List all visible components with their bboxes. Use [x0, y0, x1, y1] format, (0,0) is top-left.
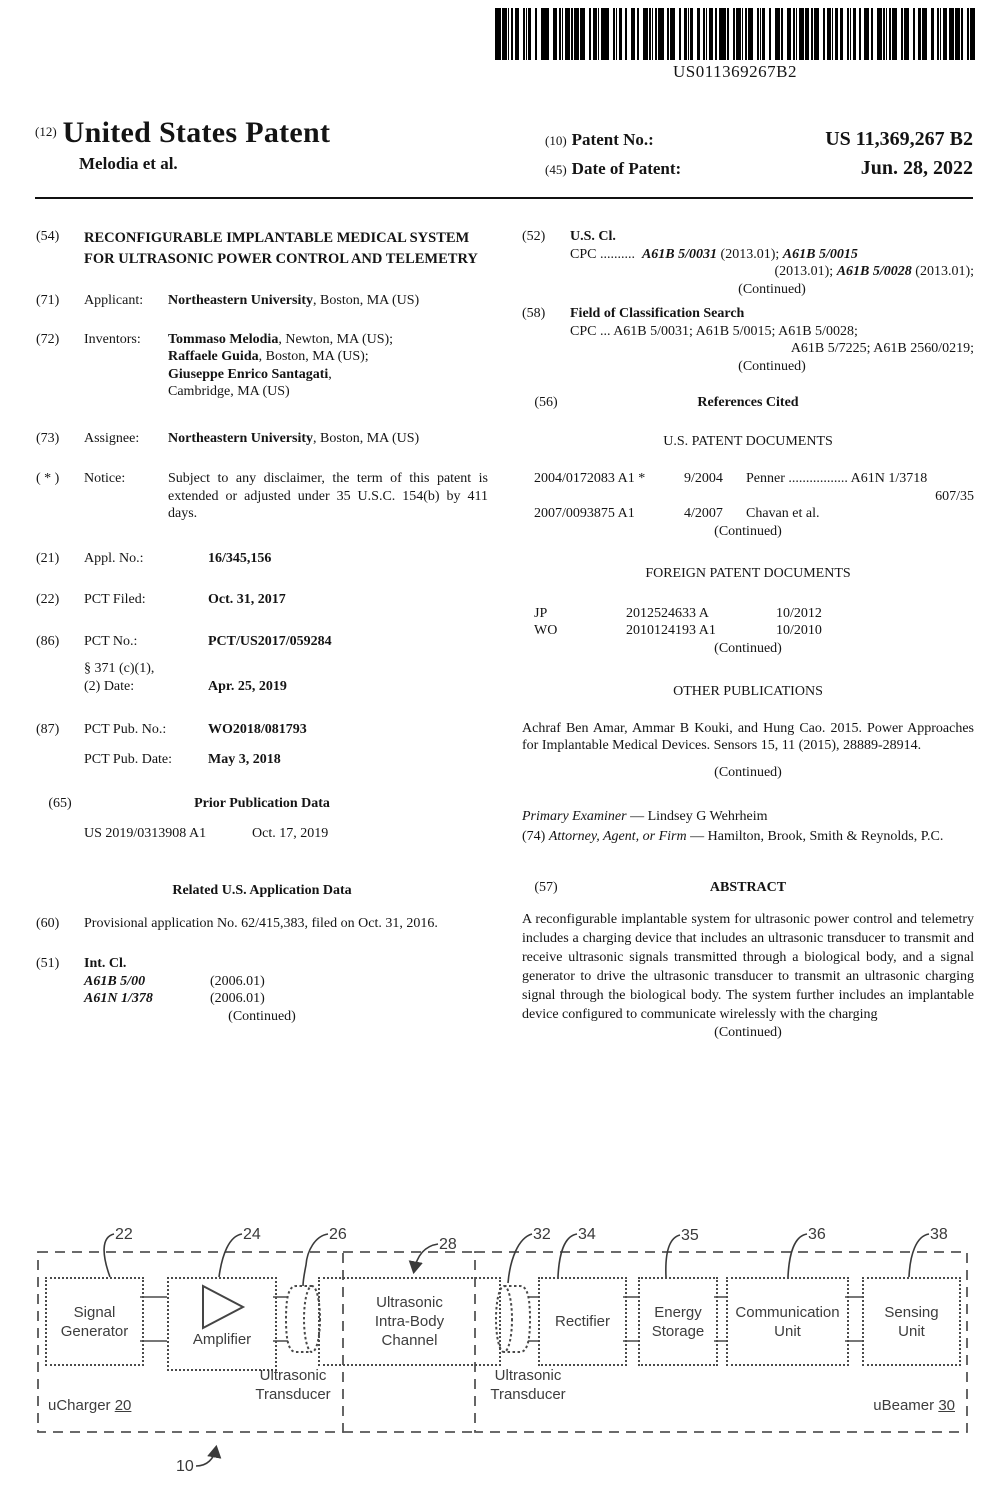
ultrasonic-transducer-icon	[286, 1286, 320, 1352]
patent-doc-name: Penner	[746, 471, 785, 486]
field-code: (21)	[36, 550, 60, 566]
field-51-int-cl	[36, 955, 488, 1025]
ref-22: 22	[115, 1226, 133, 1243]
notice-text: Subject to any disclaimer, the term of this patent is extended or adjusted under 35 U.S.C. 154(b) by 411 days.	[168, 471, 488, 521]
ref-28: 28	[439, 1236, 457, 1253]
field-of-search-label: Field of Classification Search	[570, 306, 745, 321]
patent-doc-name: Chavan et al.	[746, 506, 820, 521]
ref-24: 24	[243, 1226, 261, 1243]
search-cpc-line-1: CPC ... A61B 5/0031; A61B 5/0015; A61B 5/0028;	[570, 323, 858, 339]
search-cpc-line-2: A61B 5/7225; A61B 2560/0219;	[790, 341, 974, 356]
applicant-name: Northeastern University	[168, 293, 314, 308]
cpc-line-1	[570, 246, 974, 264]
pct-pub-no-value: WO2018/081793	[208, 722, 307, 737]
field-code: (60)	[36, 915, 60, 931]
sensing-unit-box: Sensing Unit	[862, 1277, 961, 1366]
field-code: (22)	[36, 592, 60, 607]
patent-doc-name-class	[746, 470, 974, 488]
cpc-date: (2013.01);	[915, 264, 974, 279]
continued-note: (Continued)	[714, 523, 782, 539]
continued-note: (Continued)	[738, 358, 806, 374]
inventor-3	[168, 366, 488, 384]
primary-examiner-label: Primary Examiner	[522, 809, 627, 824]
ref-36: 36	[808, 1226, 826, 1243]
inventor-1	[168, 331, 488, 349]
field-code: (56)	[534, 395, 558, 410]
sec-371-line: § 371 (c)(1),	[84, 661, 155, 676]
inventor-location: , Boston, MA (US);	[258, 349, 369, 364]
references-cited-heading: References Cited	[697, 395, 799, 410]
applicant-label: Applicant:	[84, 293, 144, 308]
ref-34: 34	[578, 1226, 596, 1243]
int-cl-date-1: (2006.01)	[210, 973, 265, 989]
field-code: (71)	[36, 293, 60, 308]
field-65-prior-pub	[36, 795, 488, 842]
header-right	[545, 128, 973, 186]
patent-doc-class: A61N 1/3718	[850, 471, 928, 486]
foreign-patent-documents-heading: FOREIGN PATENT DOCUMENTS	[645, 566, 851, 581]
field-57-abstract	[522, 879, 974, 1041]
continued-note: (Continued)	[714, 764, 782, 780]
cpc-line-2	[570, 263, 974, 281]
ultrasonic-transducer-icon	[496, 1286, 530, 1352]
field-code: (52)	[522, 229, 546, 244]
int-cl-code-1: A61B 5/00	[84, 973, 146, 989]
kind-code-12: (12)	[35, 124, 57, 139]
inventor-name: Raffaele Guida	[168, 349, 259, 364]
intra-body-channel-box: Ultrasonic Intra-Body Channel	[318, 1277, 501, 1366]
pct-filed-value: Oct. 31, 2017	[208, 592, 286, 607]
pct-pub-date-value: May 3, 2018	[208, 751, 281, 767]
cpc-code: A61B 5/0028	[836, 264, 912, 279]
field-code: (57)	[534, 880, 558, 895]
abstract-text: A reconfigurable implantable system for ultrasonic power control and telemetry includes a charging device that includes an ultrasonic transducer to transmit and receive ultrasonic signals transmitted through a biological body, and a signal generator to drive the ultrasonic transducer to transmit an ultrasonic charging signal through the biological body. The system further includes an implantable device configured to communicate wirelessly with the charging	[522, 911, 974, 1022]
field-58-field-of-search	[522, 305, 974, 375]
header-rule	[35, 197, 973, 199]
applicant-location: , Boston, MA (US)	[313, 293, 420, 308]
field-73-assignee	[36, 430, 488, 448]
inventor-name: Tommaso Melodia	[168, 331, 279, 347]
field-72-inventors	[36, 331, 488, 401]
invention-title: RECONFIGURABLE IMPLANTABLE MEDICAL SYSTEM FOR ULTRASONIC POWER CONTROL AND TELEMETRY	[84, 230, 478, 267]
code-10: (10)	[545, 133, 567, 148]
ucharger-ref-num: 20	[114, 1397, 132, 1414]
country-code: WO	[534, 623, 558, 638]
date-of-patent: Jun. 28, 2022	[860, 157, 973, 179]
field-code: (65)	[48, 796, 72, 811]
assignee-label: Assignee:	[84, 430, 140, 446]
assignee-location: , Boston, MA (US)	[313, 430, 420, 446]
ref-10: 10	[176, 1458, 194, 1475]
provisional-text: Provisional application No. 62/415,383, filed on Oct. 31, 2016.	[84, 915, 438, 931]
patent-number: US 11,369,267 B2	[825, 128, 973, 150]
field-21-appl-no	[36, 550, 488, 568]
leader-dots: .................	[788, 471, 848, 486]
continued-note: (Continued)	[228, 1008, 296, 1024]
us-patent-row	[522, 505, 974, 523]
figure-1-block-diagram	[0, 1225, 1000, 1500]
field-60-provisional	[36, 915, 488, 933]
attorney-label: Attorney, Agent, or Firm	[548, 828, 687, 844]
field-22-pct-filed	[36, 591, 488, 609]
primary-examiner-name: — Lindsey G Wehrheim	[626, 809, 768, 824]
field-71-applicant	[36, 292, 488, 310]
field-code: (51)	[36, 956, 60, 971]
prior-pub-number: US 2019/0313908 A1	[84, 825, 207, 841]
header-left	[35, 116, 330, 174]
pct-filed-label: PCT Filed:	[84, 592, 146, 607]
transducer-label-left: Ultrasonic Transducer	[255, 1367, 331, 1403]
page-title: United States Patent	[62, 116, 331, 149]
other-publication-text: Achraf Ben Amar, Ammar B Kouki, and Hung Cao. 2015. Power Approaches for Implantable Medical Devices. Sensors 15, 11 (2015), 28889-28914.	[522, 720, 974, 753]
us-patent-row	[522, 470, 974, 488]
field-code: (72)	[36, 331, 60, 347]
cpc-code: A61B 5/0015	[782, 246, 858, 262]
continued-note: (Continued)	[738, 281, 806, 297]
country-code: JP	[534, 605, 548, 621]
field-56-references	[522, 394, 974, 781]
ucharger-label	[48, 1397, 131, 1414]
barcode-block	[495, 8, 975, 82]
patent-doc-class-2: 607/35	[935, 488, 974, 504]
date-of-patent-label: Date of Patent:	[571, 159, 682, 178]
attorney-line	[522, 828, 974, 846]
int-cl-date-2: (2006.01)	[210, 991, 265, 1006]
inventor-2	[168, 348, 488, 366]
ucharger-name: uCharger	[48, 1397, 111, 1414]
field-52-us-cl	[522, 228, 974, 298]
field-code: (86)	[36, 633, 60, 649]
cpc-date: (2013.01);	[774, 264, 834, 279]
assignee-name: Northeastern University	[168, 430, 314, 446]
prior-pub-heading: Prior Publication Data	[194, 796, 330, 811]
foreign-patent-row	[522, 622, 974, 640]
code-45: (45)	[545, 162, 567, 177]
int-cl-label: Int. Cl.	[84, 956, 127, 971]
abstract-heading: ABSTRACT	[709, 880, 787, 895]
other-publications-heading: OTHER PUBLICATIONS	[673, 684, 823, 699]
foreign-doc-date: 10/2012	[776, 605, 822, 621]
patent-doc-number: 2007/0093875 A1	[534, 506, 635, 521]
energy-storage-box: Energy Storage	[638, 1277, 718, 1366]
cpc-date: (2013.01);	[720, 246, 780, 262]
field-86-pct-no	[36, 633, 488, 696]
ref-32: 32	[533, 1226, 551, 1243]
amplifier-triangle-icon	[197, 1284, 247, 1330]
notice-label: Notice:	[84, 471, 126, 486]
ref-26: 26	[329, 1226, 347, 1243]
inventor-comma: ,	[328, 366, 332, 382]
patent-no-label: Patent No.:	[571, 130, 654, 149]
field-code: (54)	[36, 229, 60, 244]
foreign-doc-number: 2010124193 A1	[626, 623, 716, 638]
foreign-patent-row	[522, 605, 974, 623]
right-column	[522, 228, 974, 1041]
field-code: ( * )	[36, 471, 60, 486]
field-54-title	[36, 228, 488, 270]
ubeamer-name: uBeamer	[873, 1397, 935, 1414]
field-code: (73)	[36, 430, 60, 446]
communication-unit-box: Communication Unit	[726, 1277, 849, 1366]
date-371-label: (2) Date:	[84, 678, 135, 694]
inventors-label: Inventors:	[84, 331, 141, 347]
pct-no-value: PCT/US2017/059284	[208, 633, 332, 649]
amplifier-label: Amplifier	[192, 1331, 252, 1348]
related-data-heading: Related U.S. Application Data	[172, 883, 352, 898]
field-code: (74)	[522, 828, 546, 844]
barcode-text: US011369267B2	[673, 62, 797, 81]
pct-pub-date-label: PCT Pub. Date:	[84, 751, 173, 767]
transducer-label-right: Ultrasonic Transducer	[490, 1367, 566, 1403]
us-patent-documents-heading: U.S. PATENT DOCUMENTS	[663, 433, 833, 449]
prior-pub-date: Oct. 17, 2019	[252, 825, 329, 841]
pct-no-label: PCT No.:	[84, 633, 138, 649]
left-column	[36, 228, 488, 1025]
field-notice	[36, 470, 488, 523]
attorney-firm: — Hamilton, Brook, Smith & Reynolds, P.C.	[686, 828, 944, 844]
int-cl-code-2: A61N 1/378	[84, 991, 153, 1006]
field-code: (58)	[522, 306, 546, 321]
inventor-3-city: Cambridge, MA (US)	[168, 384, 290, 399]
cpc-code: A61B 5/0031	[641, 246, 718, 262]
patent-doc-date: 4/2007	[684, 506, 723, 521]
field-87-pct-pub	[36, 721, 488, 768]
continued-note: (Continued)	[714, 1024, 782, 1040]
cpc-prefix: CPC ..........	[570, 246, 635, 262]
barcode	[495, 8, 975, 60]
ref-38: 38	[930, 1226, 948, 1243]
continued-note: (Continued)	[714, 640, 782, 656]
examiner-line	[522, 808, 974, 826]
ubeamer-ref-num: 30	[938, 1397, 955, 1414]
patent-doc-number: 2004/0172083 A1 *	[534, 471, 646, 486]
appl-no-value: 16/345,156	[208, 550, 272, 566]
ref-35: 35	[681, 1227, 699, 1244]
amplifier-box	[167, 1277, 277, 1371]
patent-doc-date: 9/2004	[684, 471, 723, 486]
pct-pub-no-label: PCT Pub. No.:	[84, 722, 167, 737]
inventor-name: Giuseppe Enrico Santagati	[168, 366, 329, 382]
date-371-value: Apr. 25, 2019	[208, 678, 287, 694]
field-code: (87)	[36, 722, 60, 737]
us-cl-label: U.S. Cl.	[570, 229, 616, 244]
inventor-short-name: Melodia et al.	[79, 154, 178, 173]
foreign-doc-date: 10/2010	[776, 623, 822, 638]
inventor-location: , Newton, MA (US);	[278, 331, 394, 347]
ubeamer-label	[845, 1397, 955, 1414]
rectifier-box: Rectifier	[538, 1277, 627, 1366]
foreign-doc-number: 2012524633 A	[626, 605, 709, 621]
appl-no-label: Appl. No.:	[84, 550, 144, 566]
signal-generator-box: Signal Generator	[45, 1277, 144, 1366]
